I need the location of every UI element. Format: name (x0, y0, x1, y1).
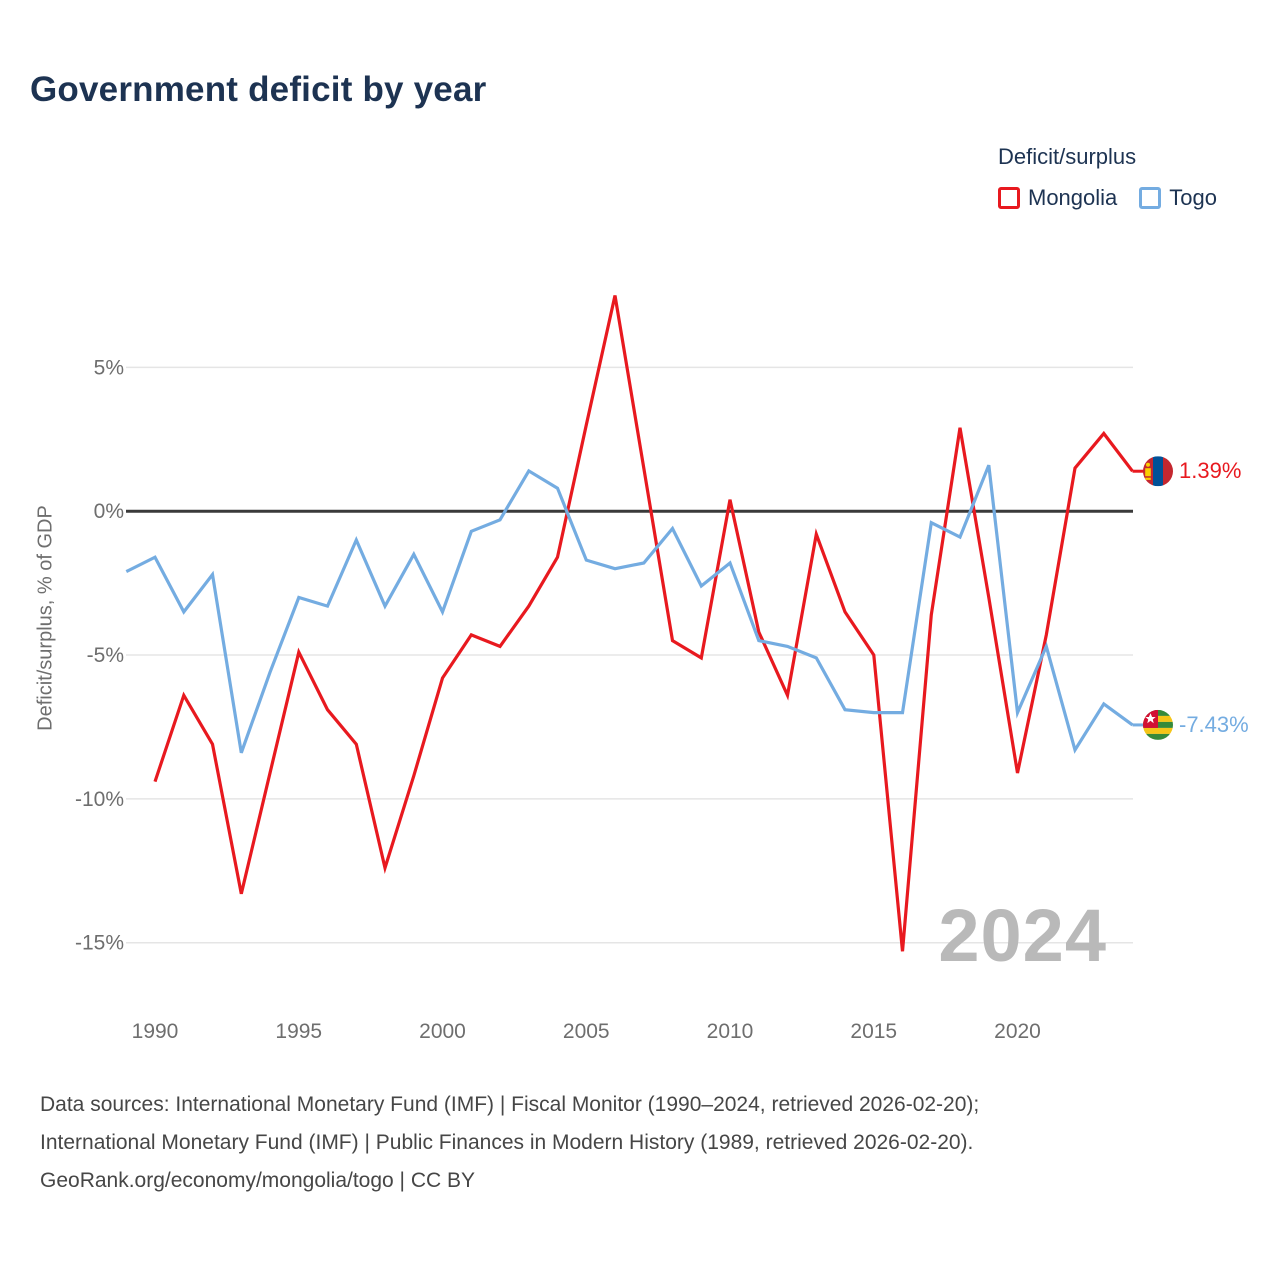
legend-item-label: Mongolia (1028, 185, 1118, 210)
x-tick-label: 1995 (275, 1020, 323, 1043)
x-tick-label: 2015 (850, 1020, 898, 1043)
page-title: Government deficit by year (30, 70, 487, 109)
togo-end-value: -7.43% (1179, 712, 1249, 737)
source-line-2: International Monetary Fund (IMF) | Public Finances in Modern History (1989, retrieved 2026-02-20). (40, 1131, 974, 1154)
x-tick-label: 2005 (562, 1020, 610, 1043)
source-line-3: GeoRank.org/economy/mongolia/togo | CC BY (40, 1169, 476, 1192)
togo-flag-icon (1143, 710, 1173, 740)
source-line-1: Data sources: International Monetary Fund (IMF) | Fiscal Monitor (1990–2024, retrieved 2026-02-20); (40, 1093, 980, 1116)
series-layer (126, 296, 1173, 952)
mongolia-flag-icon (1143, 456, 1173, 486)
mongolia-line (155, 296, 1133, 952)
togo-line (126, 465, 1132, 753)
watermark-year: 2024 (938, 894, 1107, 977)
y-axis-title: Deficit/surplus, % of GDP (34, 505, 57, 731)
x-tick-label: 1990 (131, 1020, 179, 1043)
mongolia-end-value: 1.39% (1179, 458, 1242, 483)
x-tick-label: 2000 (419, 1020, 466, 1043)
x-tick-label: 2020 (994, 1020, 1041, 1043)
y-tick-label: -5% (86, 644, 124, 668)
data-sources-note (40, 1086, 1250, 1200)
y-tick-label: -10% (74, 787, 124, 811)
y-tick-label: -15% (74, 931, 124, 955)
x-tick-label: 2010 (706, 1020, 754, 1043)
legend-title: Deficit/surplus (998, 144, 1137, 169)
y-tick-label: 5% (93, 356, 124, 380)
legend-item-label: Togo (1169, 185, 1217, 210)
y-tick-label: 0% (93, 500, 124, 524)
